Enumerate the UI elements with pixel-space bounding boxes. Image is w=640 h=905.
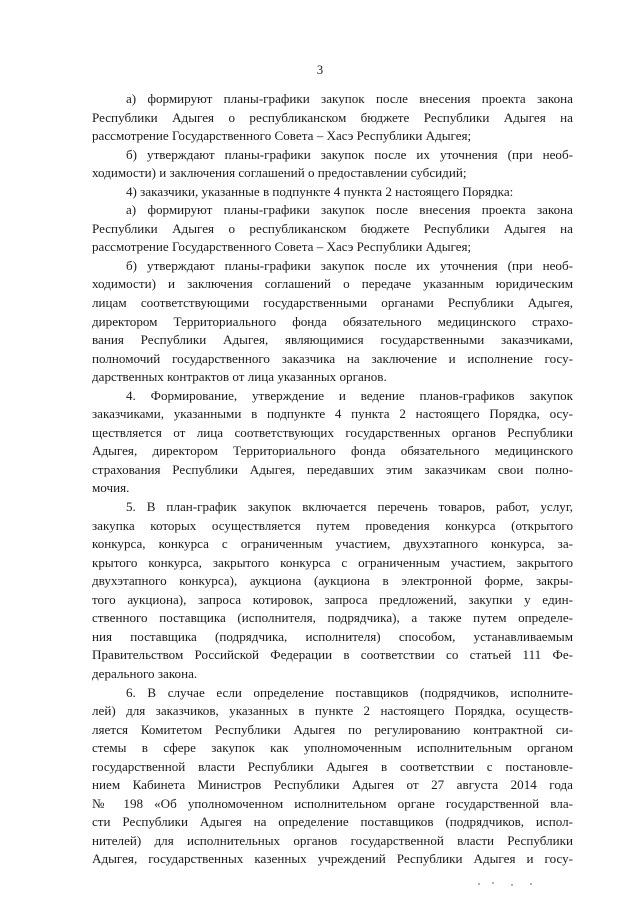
text-line: 4. Формирование, утверждение и ведение планов-графиков закупок bbox=[126, 387, 573, 403]
text-line: вания Республики Адыгея, являющимися государственными заказчиками, bbox=[92, 332, 573, 348]
text-line: закупка которых осуществляется путем проведения конкурса (открытого bbox=[92, 517, 573, 533]
text-line: Республики Адыгея о республиканском бюджете Республики Адыгея на bbox=[92, 220, 573, 236]
text-line: ществляется от лица соответствующих государственных органов Республики bbox=[92, 424, 573, 440]
text-line: директором Территориального фонда обязательного медицинского страхо- bbox=[92, 313, 573, 329]
text-line: рассмотрение Государственного Совета – Хасэ Республики Адыгея; bbox=[92, 128, 472, 144]
text-line: а) формируют планы-графики закупок после внесения проекта закона bbox=[126, 91, 573, 106]
text-line: сти Республики Адыгея на определение поставщиков (подрядчиков, испол- bbox=[92, 814, 573, 830]
text-line: б) утверждают планы-графики закупок после их уточнения (при необ- bbox=[126, 146, 573, 162]
text-line: рассмотрение Государственного Совета – Хасэ Республики Адыгея; bbox=[92, 239, 472, 255]
text-line: государственной власти Республики Адыгея в соответствии с постановле- bbox=[92, 758, 573, 774]
text-line: Республики Адыгея о республиканском бюджете Республики Адыгея на bbox=[92, 109, 573, 125]
text-line: стемы в сфере закупок как уполномоченным исполнительным органом bbox=[92, 740, 573, 756]
text-line: заказчиками, указанными в подпункте 4 пункта 2 настоящего Порядка, осу- bbox=[92, 406, 573, 422]
text-line: Адыгея, государственных казенных учреждений Республики Адыгея и госу- bbox=[92, 851, 573, 867]
text-line: ходимости) и заключения соглашений о передаче указанным юридическим bbox=[92, 276, 573, 292]
text-line: а) формируют планы-графики закупок после внесения проекта закона bbox=[126, 202, 573, 218]
text-line: ходимости) и заключения соглашений о предоставлении субсидий; bbox=[92, 165, 467, 181]
document-body bbox=[92, 90, 573, 869]
text-line: ственного поставщика (исполнителя, подрядчика), а также путем определе- bbox=[92, 610, 573, 626]
text-line: лицам соответствующими государственными органами Республики Адыгея, bbox=[92, 295, 573, 311]
text-line: дарственных контрактов от лица указанных органов. bbox=[92, 369, 387, 385]
text-line: ния поставщика (подрядчика, исполнителя) способом, устанавливаемым bbox=[92, 628, 573, 644]
text-line: 4) заказчики, указанные в подпункте 4 пункта 2 настоящего Порядка: bbox=[126, 183, 514, 199]
text-line: 5. В план-график закупок включается перечень товаров, работ, услуг, bbox=[126, 499, 573, 515]
text-line: того аукциона), запроса котировок, запроса предложений, закупки у един- bbox=[92, 591, 573, 607]
text-line: ляется Комитетом Республики Адыгея по регулированию контрактной си- bbox=[92, 721, 573, 737]
text-line: лей) для заказчиков, указанных в пункте 2 настоящего Порядка, осуществ- bbox=[92, 703, 573, 719]
text-line: нителей) для исполнительных органов государственной власти Республики bbox=[92, 832, 573, 848]
text-line: б) утверждают планы-графики закупок после их уточнения (при необ- bbox=[126, 257, 573, 273]
text-line: страхования Республики Адыгея, передавших этим заказчикам свои полно- bbox=[92, 461, 573, 477]
text-line: № 198 «Об уполномоченном исполнительном органе государственной вла- bbox=[92, 795, 573, 811]
text-line: нием Кабинета Министров Республики Адыгея от 27 августа 2014 года bbox=[92, 777, 573, 793]
text-line: двухэтапного конкурса), аукциона (аукциона в электронной форме, закры- bbox=[92, 573, 573, 589]
page-number: 3 bbox=[316, 63, 324, 77]
text-line: Адыгея, директором Территориального фонда обязательного медицинского bbox=[92, 443, 573, 459]
text-line: 6. В случае если определение поставщиков (подрядчиков, исполните- bbox=[126, 684, 573, 700]
text-line: Правительством Российской Федерации в соответствии со статьей 111 Фе- bbox=[92, 647, 573, 663]
text-line: конкурса, конкурса с ограниченным участием, двухэтапного конкурса, за- bbox=[92, 536, 573, 552]
scan-artifact bbox=[470, 880, 550, 888]
text-line: крытого конкурса, закрытого конкурса с ограниченным участием, закрытого bbox=[92, 554, 573, 570]
text-line: дерального закона. bbox=[92, 665, 198, 681]
text-line: полномочий государственного заказчика на заключение и исполнение госу- bbox=[92, 350, 573, 366]
text-line: мочия. bbox=[92, 480, 130, 496]
